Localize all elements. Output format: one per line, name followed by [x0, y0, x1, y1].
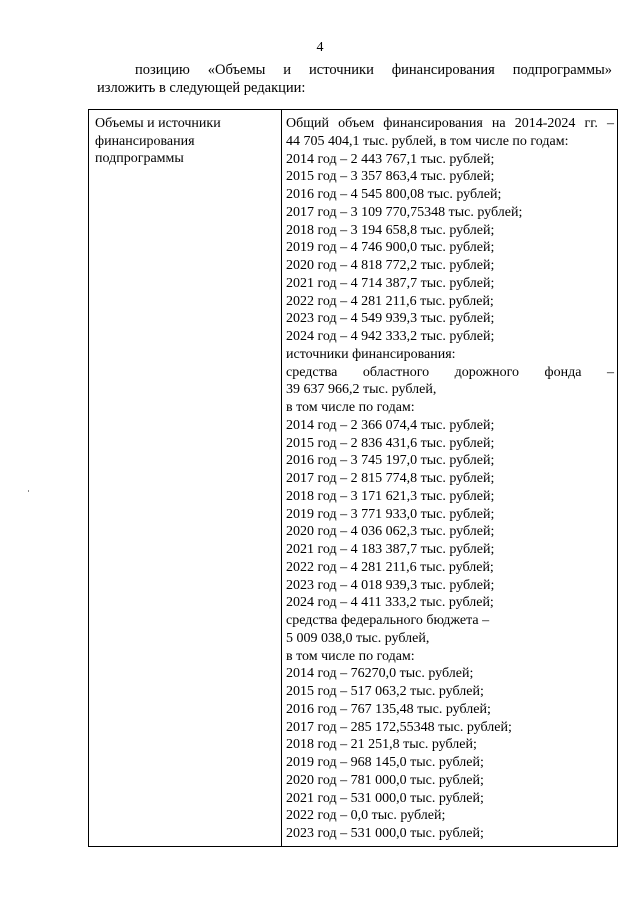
value-line: 2016 год – 4 545 800,08 тыс. рублей; [286, 187, 502, 202]
value-line: 2014 год – 76270,0 тыс. рублей; [286, 666, 474, 682]
label-cell [89, 110, 282, 847]
value-line: в том числе по годам: [286, 648, 415, 664]
value-cell [282, 110, 618, 847]
margin-mark [28, 490, 29, 492]
value-line: 2021 год – 531 000,0 тыс. рублей; [286, 790, 484, 806]
value-line: 2016 год – 3 745 197,0 тыс. рублей; [286, 453, 495, 469]
value-line: 2015 год – 2 836 431,6 тыс. рублей; [286, 435, 495, 451]
value-line: 44 705 404,1 тыс. рублей, в том числе по годам: [286, 133, 569, 149]
page-number: 4 [316, 40, 324, 55]
value-line: 2021 год – 4 714 387,7 тыс. рублей; [286, 275, 495, 291]
label-text [89, 110, 281, 168]
intro-paragraph [97, 61, 612, 97]
label-line: Объемы и источники [95, 116, 221, 131]
value-line: 2016 год – 767 135,48 тыс. рублей; [286, 701, 491, 717]
value-line: 2015 год – 3 357 863,4 тыс. рублей; [286, 169, 495, 185]
value-line: 2018 год – 3 171 621,3 тыс. рублей; [286, 488, 495, 504]
value-line: источники финансирования: [286, 346, 456, 362]
value-line: 2021 год – 4 183 387,7 тыс. рублей; [286, 542, 495, 557]
value-line: 2014 год – 2 443 767,1 тыс. рублей; [286, 151, 495, 167]
value-line: 2018 год – 3 194 658,8 тыс. рублей; [286, 222, 495, 238]
value-line: 2020 год – 781 000,0 тыс. рублей; [286, 772, 484, 788]
value-line: 5 009 038,0 тыс. рублей, [286, 630, 430, 646]
value-line: 39 637 966,2 тыс. рублей, [286, 382, 437, 398]
value-line: 2024 год – 4 411 333,2 тыс. рублей; [286, 595, 494, 611]
value-line: 2017 год – 2 815 774,8 тыс. рублей; [286, 471, 495, 486]
value-line: 2023 год – 531 000,0 тыс. рублей; [286, 826, 484, 841]
value-line: 2023 год – 4 549 939,3 тыс. рублей; [286, 311, 495, 327]
label-line: подпрограммы [95, 151, 184, 167]
table-row [89, 110, 618, 847]
label-line: финансирования [95, 133, 195, 149]
value-line: Общий объем финансирования на 2014-2024 гг. – [286, 116, 614, 131]
value-line: 2019 год – 968 145,0 тыс. рублей; [286, 755, 484, 770]
value-line: 2018 год – 21 251,8 тыс. рублей; [286, 737, 477, 753]
value-line: 2020 год – 4 036 062,3 тыс. рублей; [286, 524, 495, 540]
value-line: 2015 год – 517 063,2 тыс. рублей; [286, 684, 484, 699]
value-line: 2024 год – 4 942 333,2 тыс. рублей; [286, 329, 495, 344]
value-line: 2023 год – 4 018 939,3 тыс. рублей; [286, 577, 495, 593]
value-line: 2019 год – 4 746 900,0 тыс. рублей; [286, 240, 495, 256]
value-line: 2019 год – 3 771 933,0 тыс. рублей; [286, 506, 495, 522]
value-list [282, 110, 617, 846]
value-line: в том числе по годам: [286, 400, 415, 415]
intro-line-1: позицию «Объемы и источники финансирования подпрограммы» [135, 62, 612, 78]
value-line: 2017 год – 285 172,55348 тыс. рублей; [286, 719, 512, 735]
value-line: 2022 год – 4 281 211,6 тыс. рублей; [286, 559, 494, 575]
value-line: 2014 год – 2 366 074,4 тыс. рублей; [286, 417, 495, 433]
value-line: средства федерального бюджета – [286, 613, 490, 628]
value-line: 2017 год – 3 109 770,75348 тыс. рублей; [286, 204, 523, 220]
value-line: 2022 год – 0,0 тыс. рублей; [286, 808, 446, 824]
value-line: 2020 год – 4 818 772,2 тыс. рублей; [286, 258, 495, 273]
financing-table [88, 109, 618, 847]
intro-line-2: изложить в следующей редакции: [97, 80, 306, 96]
value-line: средства областного дорожного фонда – [286, 364, 614, 380]
value-line: 2022 год – 4 281 211,6 тыс. рублей; [286, 293, 494, 309]
